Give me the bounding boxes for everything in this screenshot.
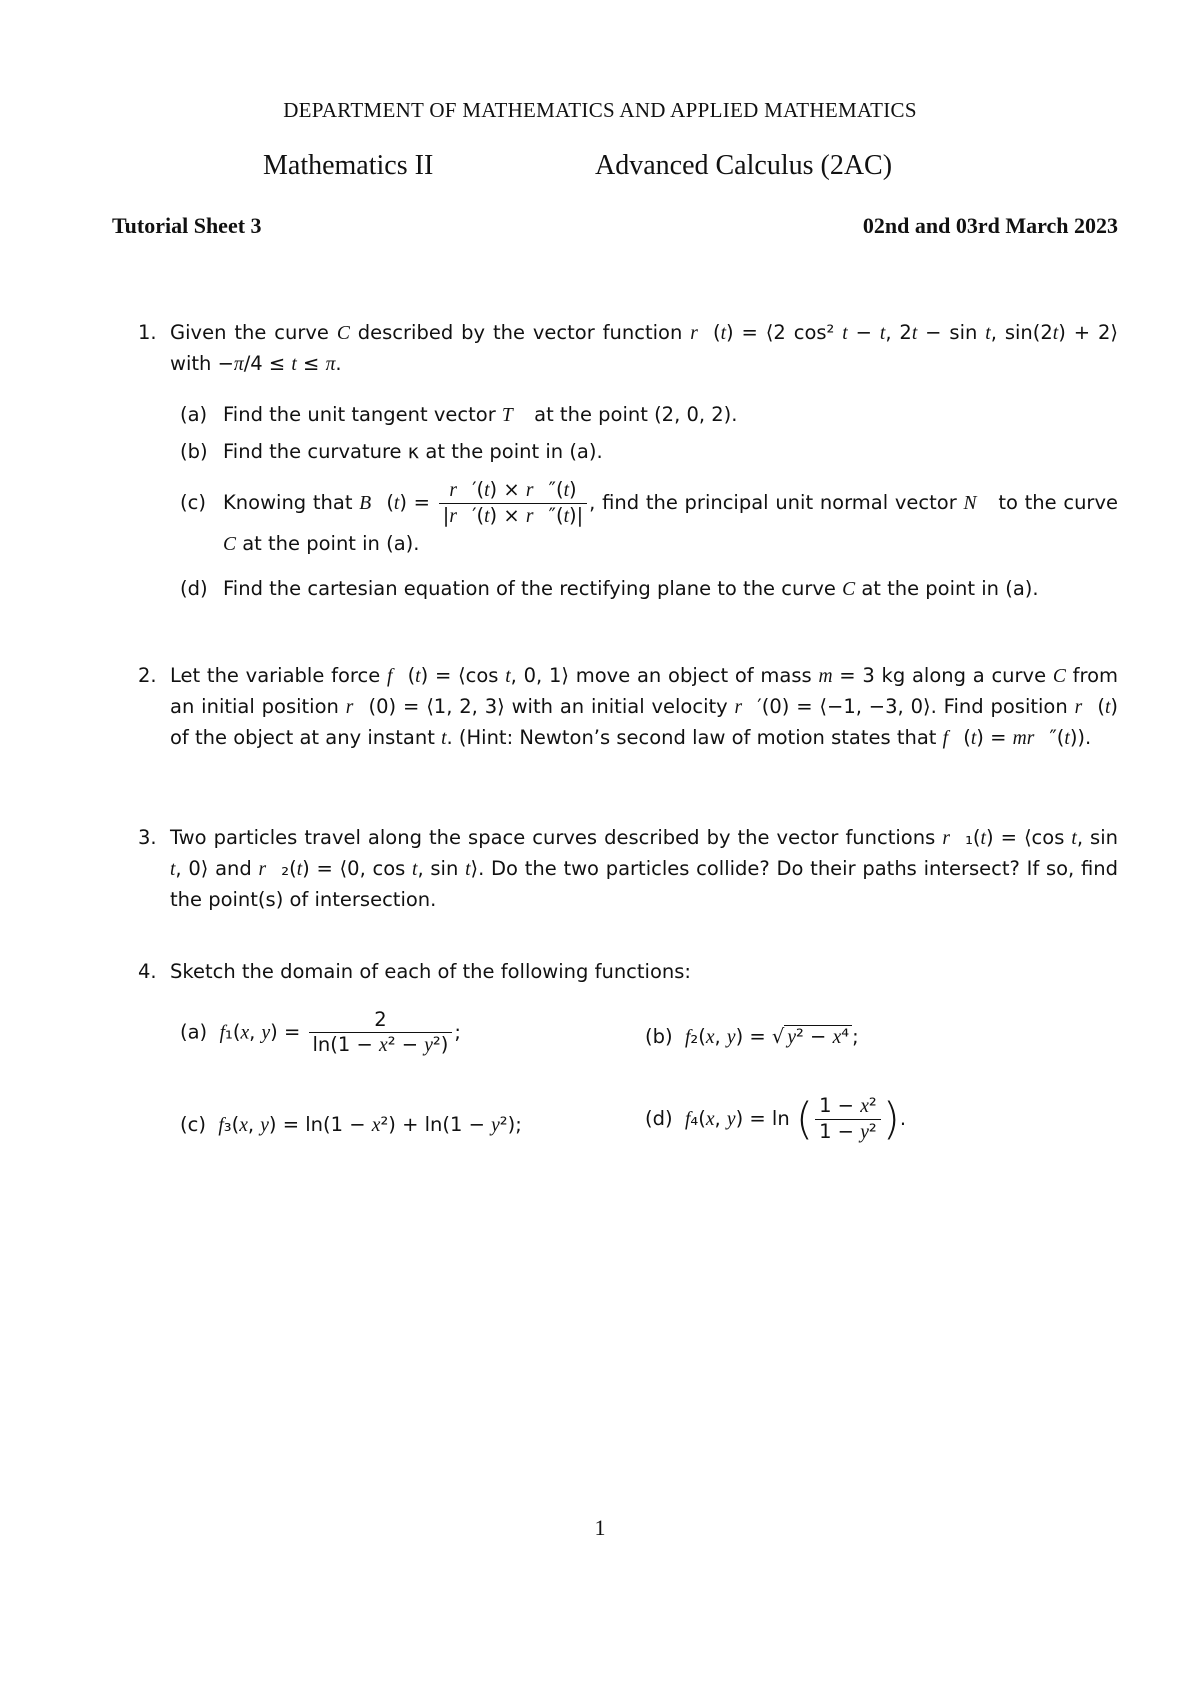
department-heading: DEPARTMENT OF MATHEMATICS AND APPLIED MATHEMATICS bbox=[283, 98, 917, 122]
question-1c: (c) Knowing that B⃗(t) = $\frac{r⃗'(t) \times r⃗''(t)}{|r⃗'(t) \times r⃗''(t)|}$ , find the principal unit normal vector N⃗ to the curve C at the point in (a). bbox=[180, 478, 1118, 555]
question-1b: (b) Find the curvature κ at the point in (a). bbox=[180, 437, 1118, 467]
sheet-title: Tutorial Sheet 3 bbox=[112, 213, 262, 238]
part-label: (d) bbox=[180, 577, 208, 600]
question-number: 4. bbox=[138, 960, 157, 983]
page-number: 1 bbox=[594, 1515, 606, 1540]
question-number: 2. bbox=[138, 664, 157, 687]
sheet-date: 02nd and 03rd March 2023 bbox=[862, 213, 1118, 238]
question-1a: (a) Find the unit tangent vector T⃗ at the point (2, 0, 2). bbox=[180, 400, 1118, 431]
course-name: Mathematics II bbox=[263, 150, 434, 181]
question-number: 1. bbox=[138, 321, 157, 344]
function-a: (a) f₁(x, y) = $\frac{2}{\text{ln(1 − x² − y²)}}$ ; bbox=[180, 1008, 461, 1056]
part-label: (c) bbox=[180, 491, 206, 514]
question-number: 3. bbox=[138, 826, 157, 849]
function-d: (d) f₄(x, y) = ln ( $\frac{\text{1 − x²}}{\text{1 − y²}}$ ). bbox=[645, 1093, 907, 1145]
question-3: 3. Two particles travel along the space curves described by the vector functions r⃗₁(t) = ⟨cos t, sin t, 0⟩ and r⃗₂(t) = ⟨0, cos t, sin t⟩. Do the two particles collide? Do their paths intersect? If so, find the point(s) of intersection. bbox=[138, 823, 1118, 915]
function-b: (b) f₂(x, y) = √ y² − x⁴ ; bbox=[645, 1025, 859, 1048]
question-text: Given the curve C described by the vector function r⃗(t) = ⟨2 cos² t − t, 2t − sin t, sin(2t) + 2⟩ with −π/4 ≤ t ≤ π. bbox=[170, 321, 1119, 375]
question-1d: (d) Find the cartesian equation of the rectifying plane to the curve C at the point in (a). bbox=[180, 574, 1118, 605]
question-1 bbox=[138, 318, 1118, 380]
question-4: 4. Sketch the domain of each of the following functions: bbox=[138, 957, 1118, 987]
question-2: 2. Let the variable force f⃗(t) = ⟨cos t, 0, 1⟩ move an object of mass m = 3 kg along a curve C from an initial position r⃗(0) = ⟨1, 2, 3⟩ with an initial velocity r⃗′(0) = ⟨−1, −3, 0⟩. Find position r⃗(t) of the object at any instant t. (Hint: Newton’s second law of motion states that f⃗(t) = mr⃗″(t)). bbox=[138, 661, 1118, 754]
subject-name: Advanced Calculus (2AC) bbox=[595, 150, 893, 181]
function-c: (c) f₃(x, y) = ln(1 − x²) + ln(1 − y²); bbox=[180, 1113, 522, 1136]
part-label: (b) bbox=[180, 440, 208, 463]
part-label: (a) bbox=[180, 403, 208, 426]
sheet-heading bbox=[112, 213, 1118, 239]
